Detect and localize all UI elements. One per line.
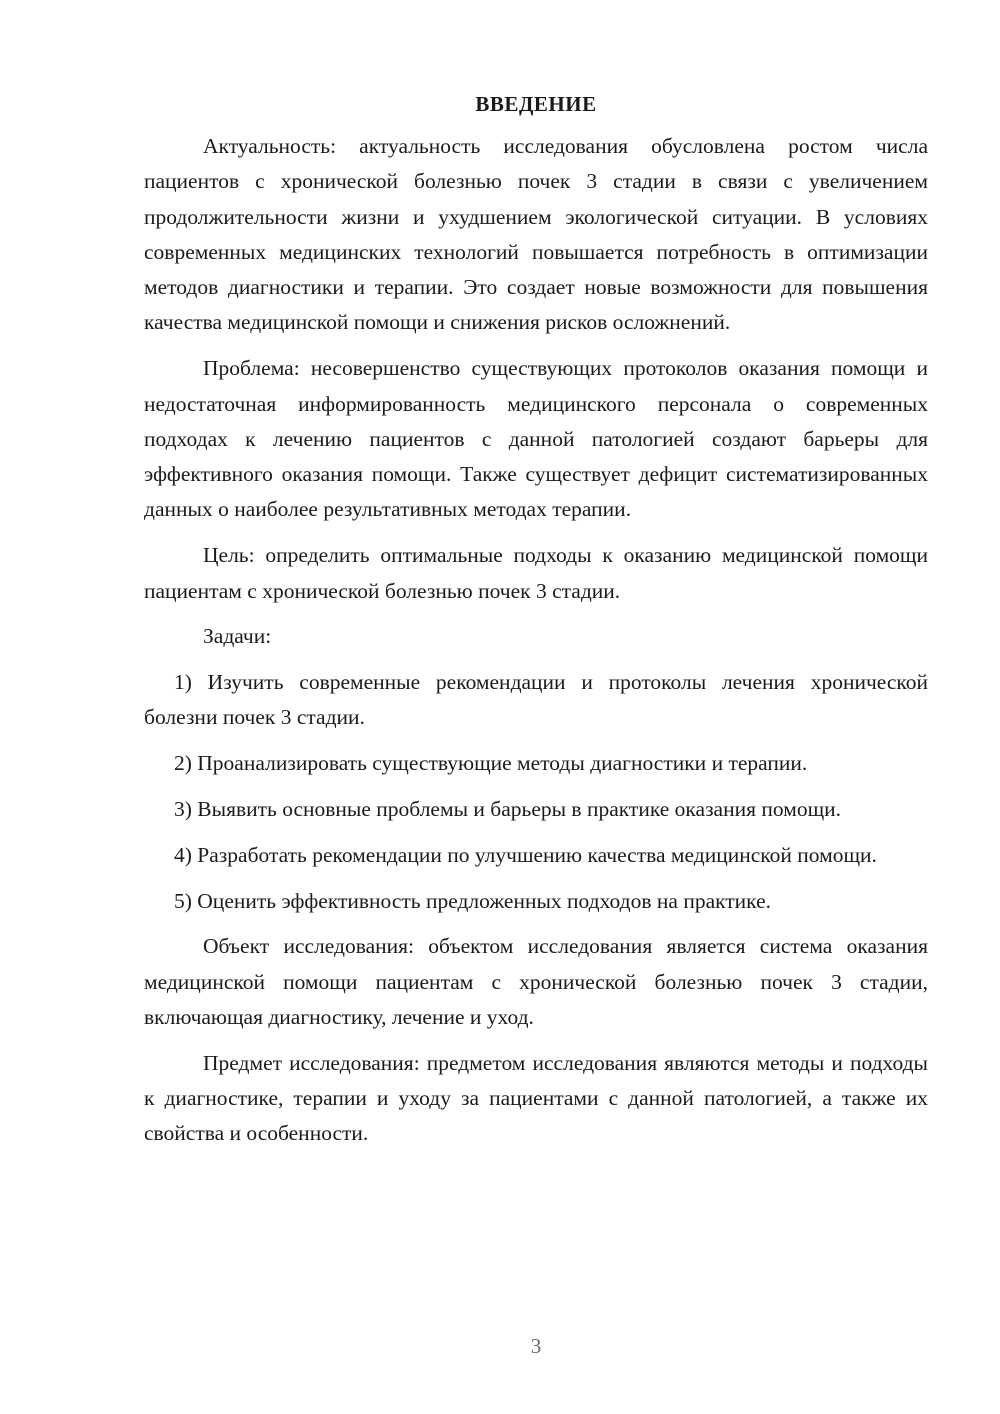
page-title: ВВЕДЕНИЕ [475, 92, 597, 116]
tasks-heading: Задачи: [203, 624, 272, 649]
paragraph-subject: Предмет исследования: предметом исследования являются методы и подходы к диагностике, терапии и уходу за пациентами с данной патологией, а также их свойства и особенности. [144, 1050, 928, 1146]
document-page [144, 92, 928, 1162]
task-item-4: 4) Разработать рекомендации по улучшению качества медицинской помощи. [174, 842, 877, 867]
paragraph-relevance: Актуальность: актуальность исследования обусловлена ростом числа пациентов с хронической болезнью почек 3 стадии в связи с увеличением продолжительности жизни и ухудшением экологической ситуации. В условиях современных медицинских технологий повышается потребность в оптимизации методов диагностики и терапии. Это создает новые возможности для повышения качества медицинской помощи и снижения рисков осложнений. [144, 134, 928, 335]
paragraph-problem: Проблема: несовершенство существующих протоколов оказания помощи и недостаточная информированность медицинского персонала о современных подходах к лечению пациентов с данной патологией создают барьеры для эффективного оказания помощи. Также существует дефицит систематизированных данных о наиболее результативных методах терапии. [144, 356, 928, 522]
task-item-1: 1) Изучить современные рекомендации и протоколы лечения хронической болезни почек 3 стадии. [144, 670, 928, 730]
task-item-3: 3) Выявить основные проблемы и барьеры в практике оказания помощи. [174, 797, 842, 822]
paragraph-object: Объект исследования: объектом исследования является система оказания медицинской помощи пациентам с хронической болезнью почек 3 стадии, включающая диагностику, лечение и уход. [144, 934, 928, 1030]
task-item-5: 5) Оценить эффективность предложенных подходов на практике. [174, 888, 772, 913]
task-item-2: 2) Проанализировать существующие методы диагностики и терапии. [174, 751, 808, 776]
paragraph-goal: Цель: определить оптимальные подходы к оказанию медицинской помощи пациентам с хронической болезнью почек 3 стадии. [144, 543, 928, 603]
page-number: 3 [530, 1334, 542, 1358]
